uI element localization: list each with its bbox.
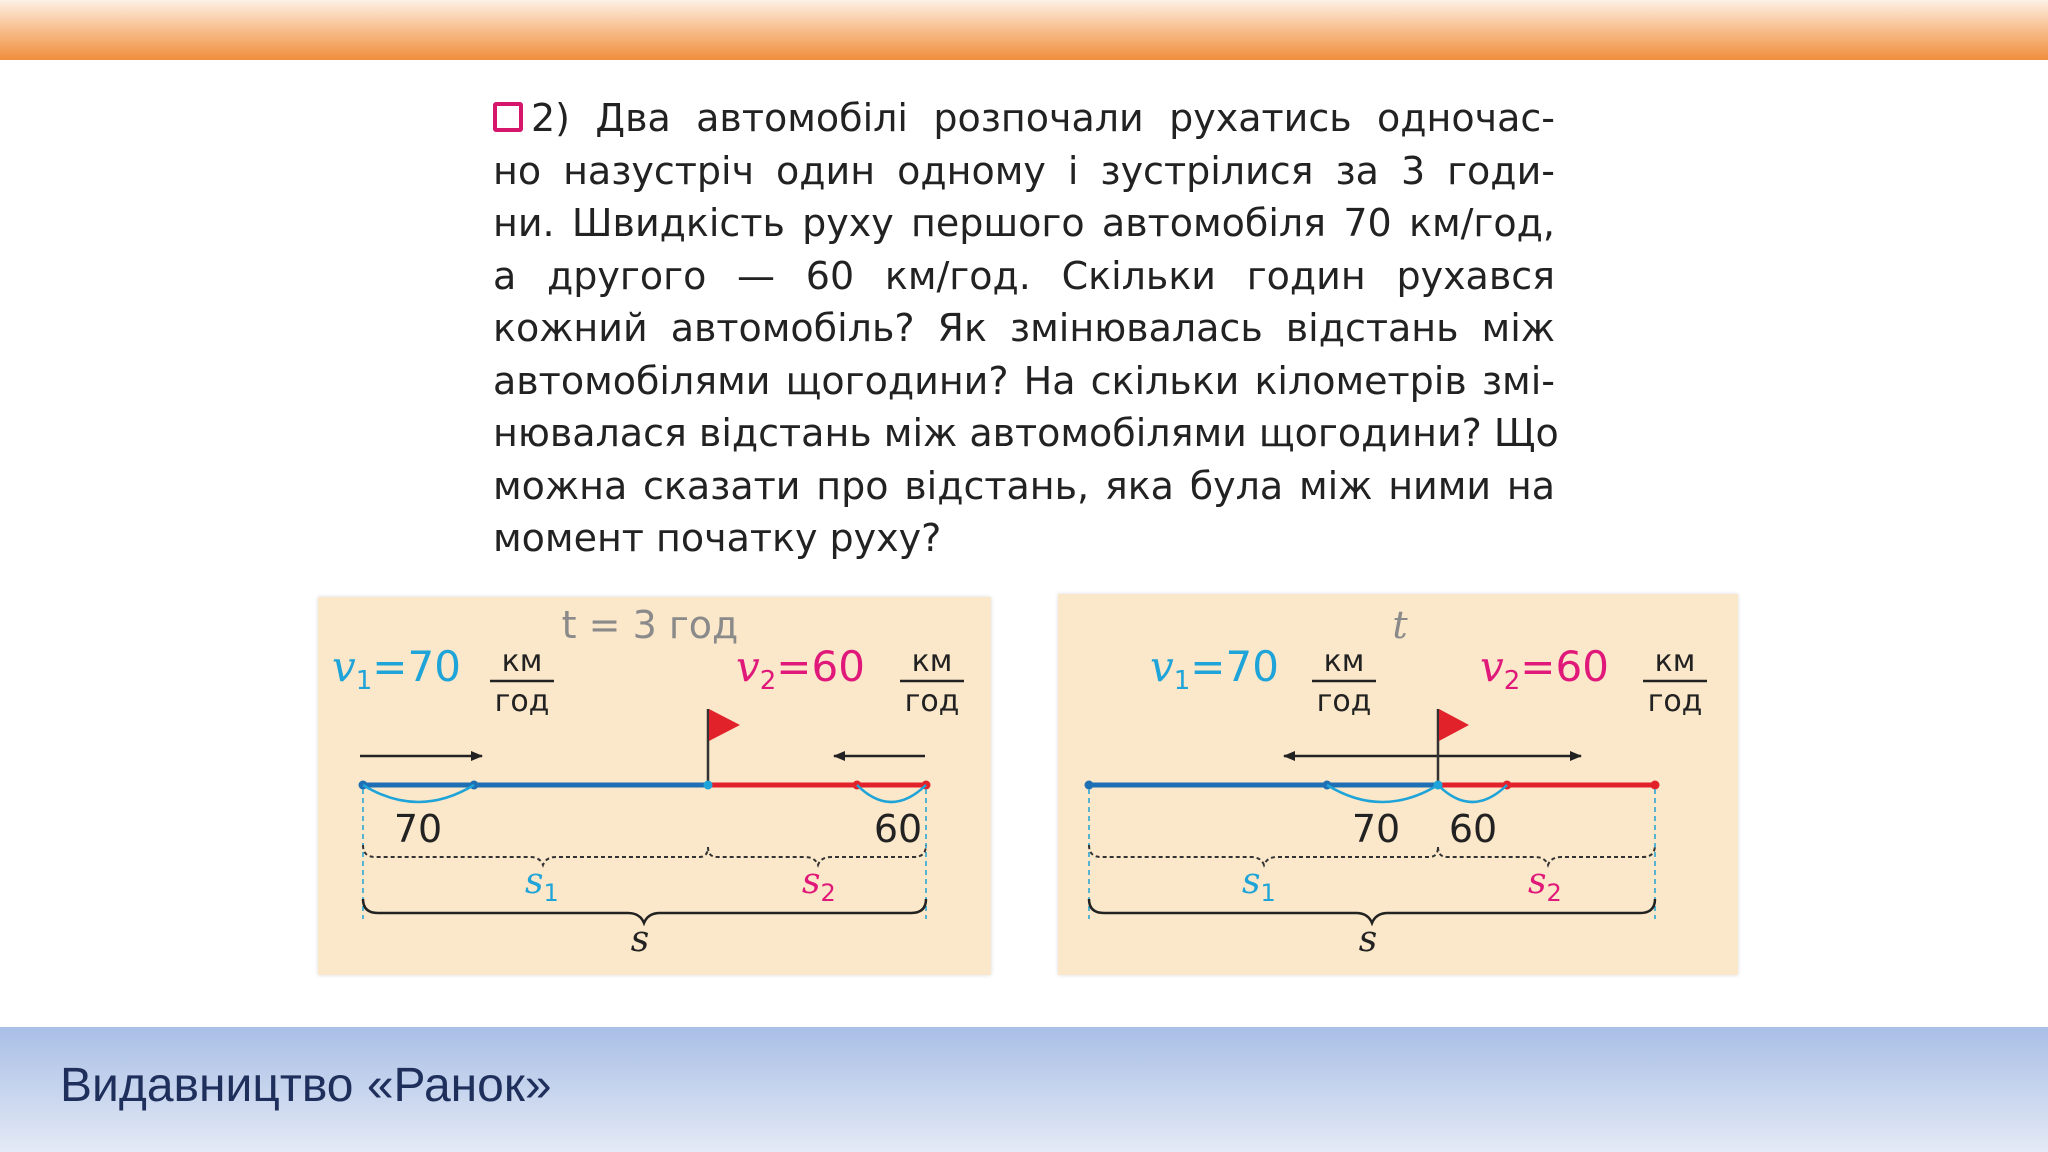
diagram-right-panel [1058, 594, 1738, 975]
problem-line-7: нювалася відстань між автомобілями щогодини? Що [493, 411, 1559, 455]
meeting-point [704, 781, 713, 790]
diagram-right-svg [1058, 594, 1738, 975]
top-decorative-bar [0, 0, 2048, 60]
problem-line-4: а другого — 60 км/год. Скільки годин рухався [493, 253, 1555, 298]
start-flag-icon [1439, 709, 1469, 741]
v1-unit-bottom: год [1316, 684, 1372, 719]
v2-unit-top: км [911, 644, 953, 679]
meeting-flag-icon [709, 709, 740, 741]
s1-label: $s_1$ [525, 861, 559, 907]
v1-unit-top: км [1323, 644, 1365, 679]
segment-60-label: 60 [1448, 807, 1498, 851]
s-label: s [1358, 919, 1378, 960]
problem-line-1 [493, 92, 1555, 145]
s2-label: $s_2$ [1528, 861, 1562, 907]
v2-unit-bottom: год [904, 684, 960, 719]
diagram-left-panel [318, 597, 991, 975]
problem-line-3: ни. Швидкість руху першого автомобіля 70 км/год, [493, 201, 1555, 245]
publisher-name: Видавництво «Ранок» [60, 1059, 552, 1112]
v1-unit-top: км [501, 644, 543, 679]
v2-symbol: v2=60 [1480, 642, 1609, 696]
problem-line-1-text: 2) Два автомобілі розпочали рухатись одночас- [531, 96, 1555, 140]
segment-60-arc [857, 785, 926, 802]
segment-60-arc [1438, 785, 1507, 802]
segment-70-arc [1327, 785, 1438, 802]
v1-symbol: v1=70 [332, 642, 461, 696]
s2-label: $s_2$ [802, 861, 836, 907]
s-label: s [630, 919, 650, 960]
segment-70-label: 70 [1351, 807, 1401, 851]
task-checkbox-icon [493, 102, 523, 132]
v2-unit-top: км [1654, 644, 1696, 679]
time-label: t [1392, 603, 1408, 647]
problem-line-9: момент початку руху? [493, 516, 942, 560]
segment-60-label: 60 [873, 807, 923, 851]
v1-symbol: v1=70 [1150, 642, 1279, 696]
v2-unit-bottom: год [1647, 684, 1703, 719]
problem-line-2: но назустріч один одному і зустрілися за 3 годи- [493, 148, 1555, 193]
v1-unit-bottom: год [494, 684, 550, 719]
problem-line-5: кожний автомобіль? Як змінювалась відстань між [493, 306, 1555, 350]
problem-line-8: можна сказати про відстань, яка була між ними на [493, 463, 1555, 508]
problem-line-6: автомобілями щогодини? На скільки кілометрів змі- [493, 358, 1555, 403]
car1-end-point [1085, 781, 1094, 790]
time-label: t = 3 год [561, 603, 739, 647]
problem-text [493, 92, 1559, 565]
segment-70-label: 70 [393, 807, 443, 851]
diagram-left-svg [318, 597, 991, 975]
v2-symbol: v2=60 [736, 642, 865, 696]
s1-label: $s_1$ [1242, 861, 1276, 907]
segment-70-arc [363, 785, 474, 802]
car2-end-point [1651, 781, 1660, 790]
